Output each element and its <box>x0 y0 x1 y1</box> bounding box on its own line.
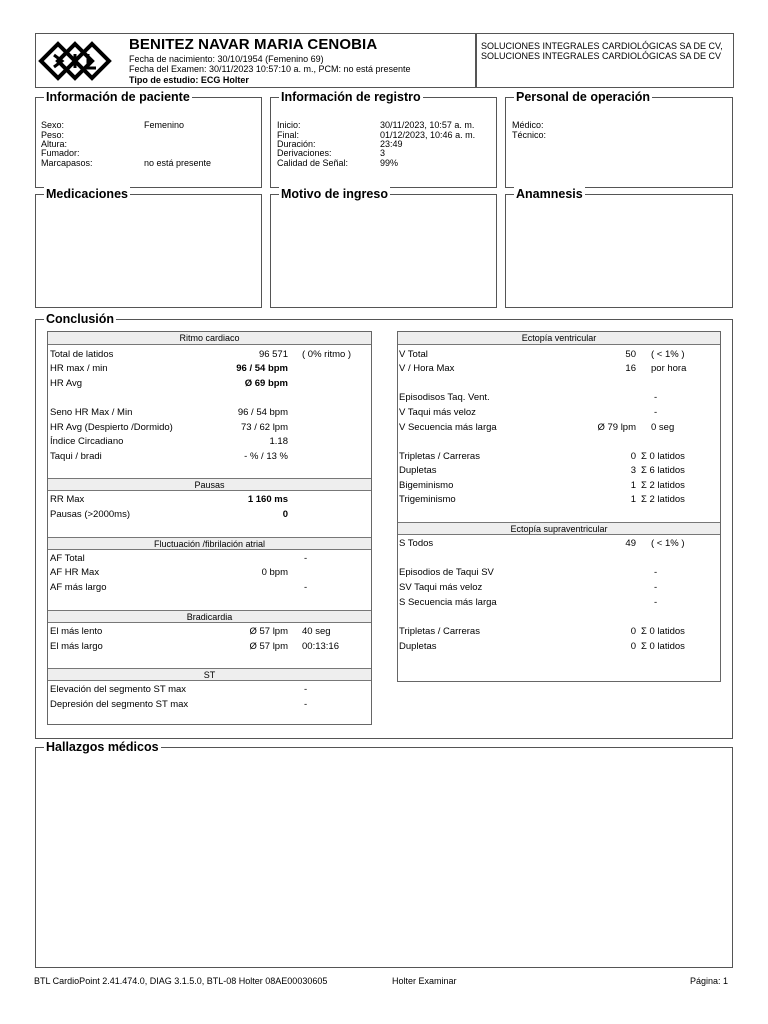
v-total-value: 50 <box>625 349 636 360</box>
duration-value: 23:49 <box>380 139 403 149</box>
patient-name: BENITEZ NAVAR MARIA CENOBIA <box>129 36 378 53</box>
left-summary-table <box>47 331 372 725</box>
rhythm-header: Ritmo cardiaco <box>48 332 371 345</box>
circadian-index-label: Índice Circadiano <box>50 436 124 447</box>
findings-title: Hallazgos médicos <box>46 740 159 754</box>
medications-title: Medicaciones <box>46 187 128 201</box>
af-total-label: AF Total <box>50 553 85 564</box>
end-value: 01/12/2023, 10:46 a. m. <box>380 130 476 140</box>
longest-brady-duration: 00:13:16 <box>302 641 339 652</box>
hr-avg-label: HR Avg <box>50 378 83 389</box>
rr-max-label: RR Max <box>50 494 85 505</box>
vt-fastest-value: - <box>654 407 658 418</box>
af-longest-value: - <box>304 582 308 593</box>
sinus-hr-value: 96 / 54 bpm <box>237 407 288 418</box>
v-couplets-beats: Σ 6 latidos <box>641 465 685 476</box>
vt-fastest-label: V Taqui más veloz <box>399 407 476 418</box>
longest-brady-value: Ø 57 lpm <box>249 641 288 652</box>
patient-info-panel <box>35 90 262 188</box>
sinus-hr-label: Seno HR Max / Min <box>50 407 133 418</box>
st-depression-label: Depresión del segmento ST max <box>50 699 189 710</box>
s-triplets-value: 0 <box>630 626 636 637</box>
trigeminy-label: Trigeminismo <box>399 494 456 505</box>
trigeminy-value: 1 <box>630 494 636 505</box>
v-total-label: V Total <box>399 349 428 360</box>
total-beats-rhythm: ( 0% ritmo ) <box>302 349 352 360</box>
st-header: ST <box>48 668 371 681</box>
weight-label: Peso: <box>41 130 65 140</box>
staff-title: Personal de operación <box>516 90 651 104</box>
af-header: Fluctuación /fibrilación atrial <box>48 537 371 550</box>
reason-title: Motivo de ingreso <box>281 187 388 201</box>
slowest-duration: 40 seg <box>302 626 331 637</box>
v-longest-seq-value: Ø 79 lpm <box>597 422 636 433</box>
v-total-percent: ( < 1% ) <box>651 349 685 360</box>
v-triplets-beats: Σ 0 latidos <box>641 451 685 462</box>
longest-brady-label: El más largo <box>50 641 103 652</box>
s-couplets-beats: Σ 0 latidos <box>641 641 685 652</box>
slowest-value: Ø 57 lpm <box>249 626 288 637</box>
footer-module: Holter Examinar <box>392 976 457 986</box>
s-all-label: S Todos <box>399 538 434 549</box>
pauses-label: Pausas (>2000ms) <box>50 509 130 520</box>
anamnesis-title: Anamnesis <box>516 187 583 201</box>
anamnesis-panel <box>505 187 733 308</box>
v-couplets-label: Dupletas <box>399 465 437 476</box>
st-elevation-value: - <box>304 684 308 695</box>
total-beats-value: 96 571 <box>258 349 288 360</box>
sex-value: Femenino <box>144 120 185 130</box>
footer-page: Página: 1 <box>690 976 729 986</box>
v-longest-seq-duration: 0 seg <box>651 422 675 433</box>
birth-date-line: Fecha de nacimiento: 30/10/1954 (Femenino 69) <box>129 54 324 64</box>
conclusion-title: Conclusión <box>46 312 115 326</box>
ventricular-header: Ectopía ventricular <box>398 332 720 345</box>
v-triplets-value: 0 <box>630 451 636 462</box>
svt-episodes-label: Episodios de Taqui SV <box>399 567 494 578</box>
v-hour-max-value: 16 <box>625 363 636 374</box>
st-elevation-label: Elevación del segmento ST max <box>50 684 187 695</box>
bigeminy-label: Bigeminismo <box>399 480 454 491</box>
medications-panel <box>35 187 262 308</box>
leads-label: Derivaciones: <box>277 148 332 158</box>
svt-fastest-value: - <box>654 582 658 593</box>
pacemaker-label: Marcapasos: <box>41 158 93 168</box>
reason-panel <box>270 187 497 308</box>
v-longest-seq-label: V Secuencia más larga <box>399 422 497 433</box>
s-couplets-label: Dupletas <box>399 641 437 652</box>
pauses-value: 0 <box>282 509 288 520</box>
v-triplets-label: Tripletas / Carreras <box>399 451 480 462</box>
bigeminy-beats: Σ 2 latidos <box>641 480 685 491</box>
circadian-index-value: 1.18 <box>269 436 288 447</box>
tachy-brady-label: Taqui / bradi <box>50 451 102 462</box>
signal-quality-value: 99% <box>380 158 399 168</box>
supraventricular-header: Ectopía supraventricular <box>398 522 720 535</box>
smoker-label: Fumador: <box>41 148 80 158</box>
brady-header: Bradicardia <box>48 610 371 623</box>
v-couplets-value: 3 <box>630 465 636 476</box>
hr-awake-asleep-value: 73 / 62 lpm <box>241 422 288 433</box>
hr-avg-value: Ø 69 bpm <box>244 378 288 389</box>
af-longest-label: AF más largo <box>50 582 107 593</box>
start-value: 30/11/2023, 10:57 a. m. <box>380 120 475 130</box>
company-name: SOLUCIONES INTEGRALES CARDIOLÓGICAS SA DE CV, SOLUCIONES INTEGRALES CARDIOLÓGICAS SA DE CV <box>481 41 723 61</box>
total-beats-label: Total de latidos <box>50 349 114 360</box>
footer-software: BTL CardioPoint 2.41.474.0, DIAG 3.1.5.0, BTL-08 Holter 08AE00030605 <box>34 976 328 986</box>
findings-panel <box>35 740 733 968</box>
record-info-title: Información de registro <box>281 90 421 104</box>
pauses-header: Pausas <box>48 478 371 491</box>
v-hour-max-label: V / Hora Max <box>399 363 455 374</box>
pacemaker-value: no está presente <box>144 158 212 168</box>
trigeminy-beats: Σ 2 latidos <box>641 494 685 505</box>
signal-quality-label: Calidad de Señal: <box>277 158 349 168</box>
st-depression-value: - <box>304 699 308 710</box>
hr-max-min-value: 96 / 54 bpm <box>236 363 288 374</box>
exam-date-line: Fecha del Examen: 30/11/2023 10:57:10 a. m., PCM: no está presente <box>129 64 411 74</box>
s-all-value: 49 <box>625 538 636 549</box>
duration-label: Duración: <box>277 139 316 149</box>
study-type: Tipo de estudio: ECG Holter <box>129 75 249 85</box>
start-label: Inicio: <box>277 120 301 130</box>
v-hour-max-unit: por hora <box>651 363 687 374</box>
staff-panel <box>505 90 733 188</box>
bigeminy-value: 1 <box>630 480 636 491</box>
slowest-label: El más lento <box>50 626 103 637</box>
af-hr-max-label: AF HR Max <box>50 567 100 578</box>
s-longest-seq-value: - <box>654 597 658 608</box>
af-hr-max-value: 0 bpm <box>261 567 288 578</box>
right-summary-table <box>397 331 721 682</box>
s-triplets-beats: Σ 0 latidos <box>641 626 685 637</box>
tachy-brady-value: - % / 13 % <box>244 451 288 462</box>
technician-label: Técnico: <box>512 130 547 140</box>
patient-info-title: Información de paciente <box>46 90 190 104</box>
vt-episodes-label: Episodisos Taq. Vent. <box>399 392 490 403</box>
sex-label: Sexo: <box>41 120 65 130</box>
svt-episodes-value: - <box>654 567 658 578</box>
af-total-value: - <box>304 553 308 564</box>
btl-logo <box>38 41 112 81</box>
svt-fastest-label: SV Taqui más veloz <box>399 582 483 593</box>
s-couplets-value: 0 <box>630 641 636 652</box>
rr-max-value: 1 160 ms <box>247 494 288 505</box>
height-label: Altura: <box>41 139 68 149</box>
end-label: Final: <box>277 130 300 140</box>
vt-episodes-value: - <box>654 392 658 403</box>
s-longest-seq-label: S Secuencia más larga <box>399 597 497 608</box>
hr-max-min-label: HR max / min <box>50 363 108 374</box>
doctor-label: Médico: <box>512 120 544 130</box>
record-info-panel <box>270 90 497 188</box>
leads-value: 3 <box>380 148 386 158</box>
hr-awake-asleep-label: HR Avg (Despierto /Dormido) <box>50 422 173 433</box>
s-all-percent: ( < 1% ) <box>651 538 685 549</box>
s-triplets-label: Tripletas / Carreras <box>399 626 480 637</box>
